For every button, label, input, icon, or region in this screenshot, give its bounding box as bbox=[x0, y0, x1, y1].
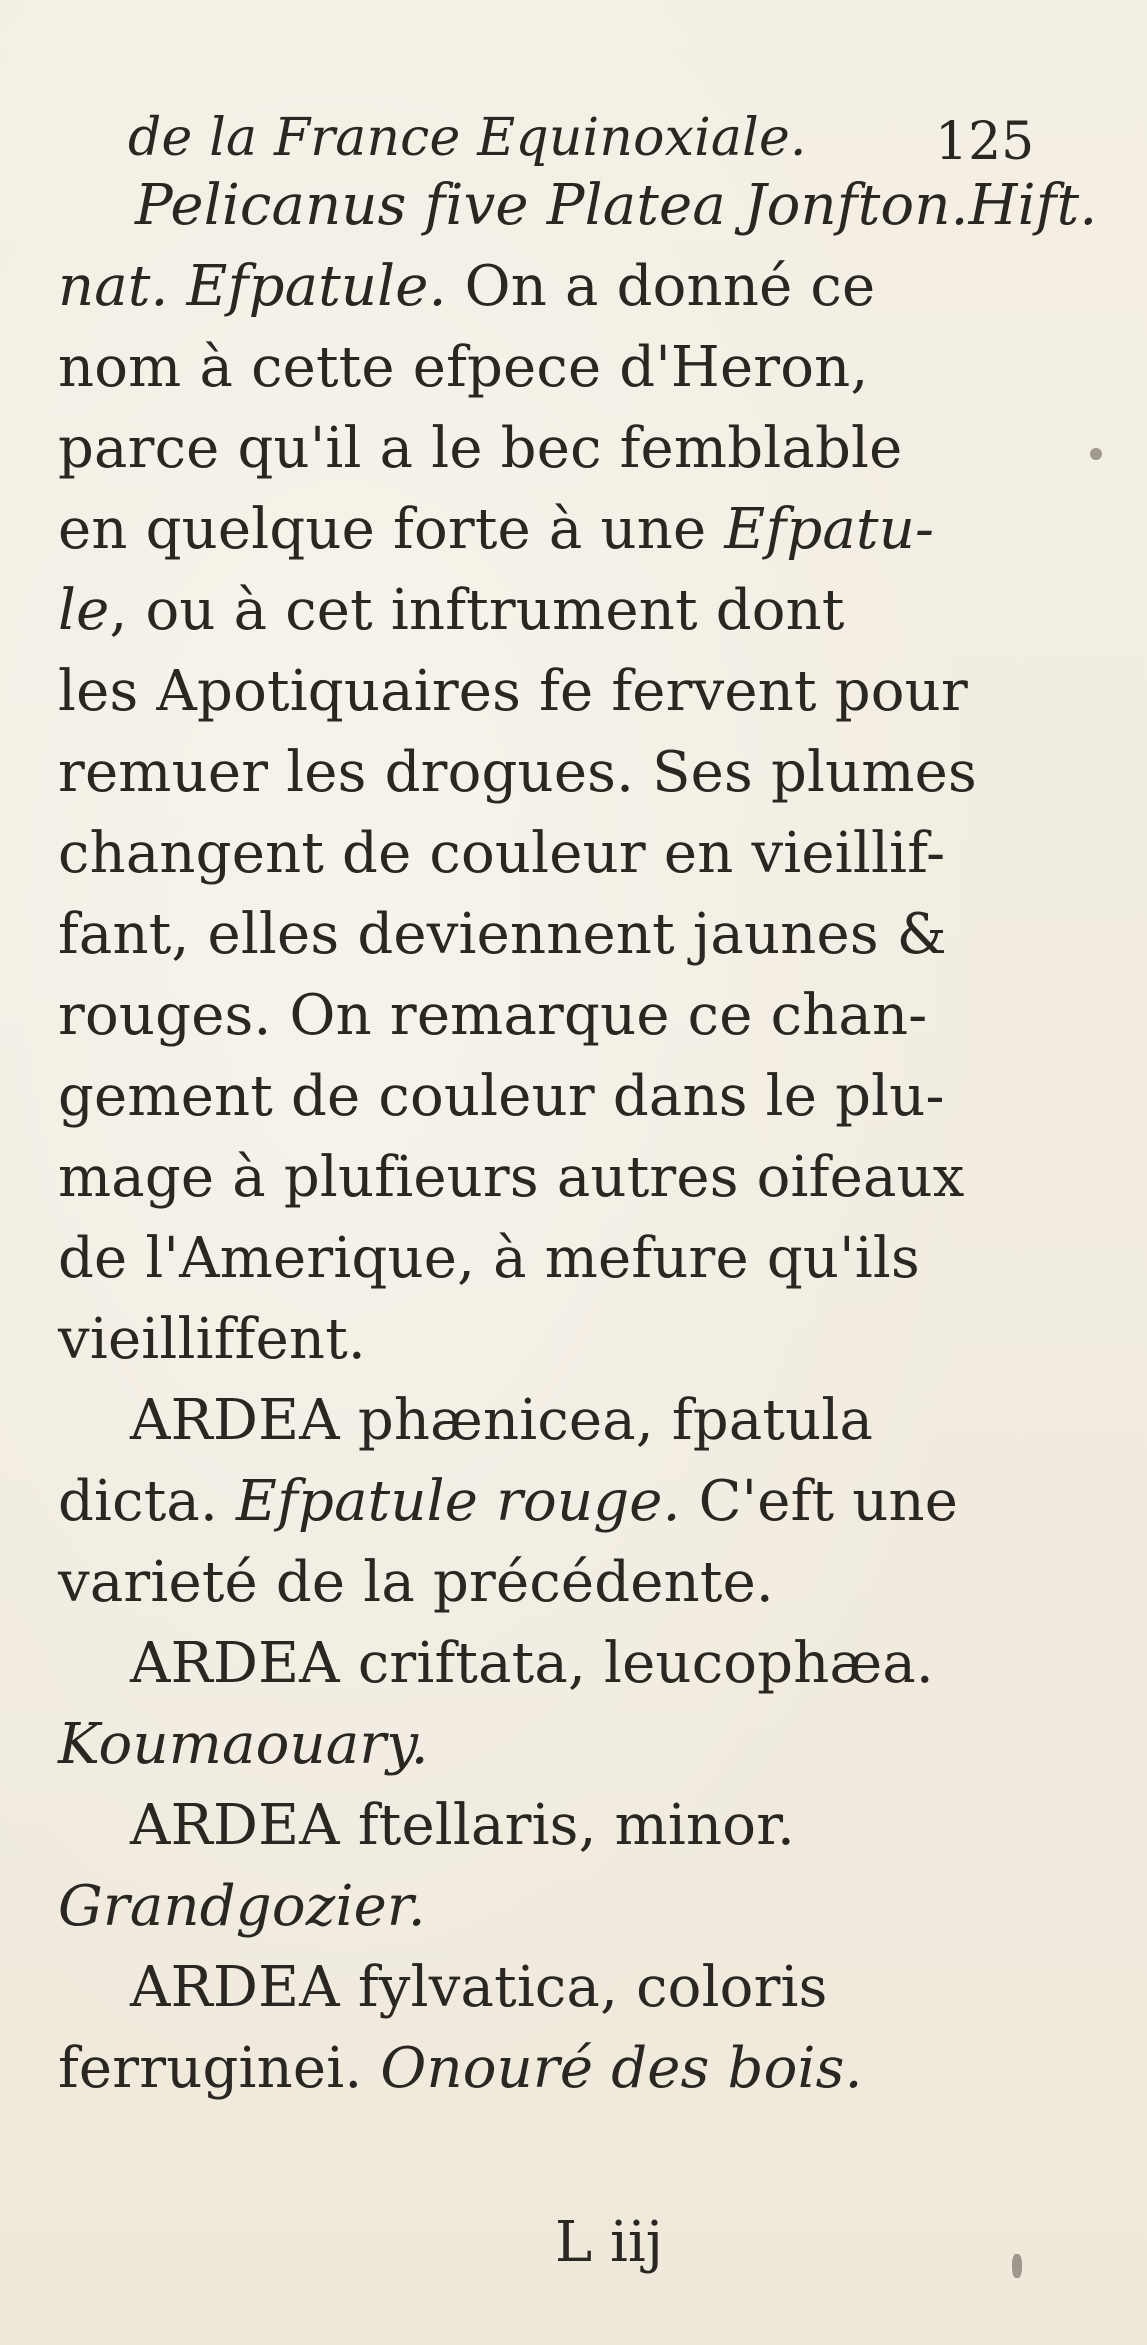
text-segment: de l'Amerique, à mefure qu'ils bbox=[58, 1226, 920, 1291]
text-line bbox=[58, 416, 903, 481]
italic-text-segment: Onouré des bois. bbox=[380, 2036, 863, 2101]
text-segment: remuer les drogues. Ses plumes bbox=[58, 740, 977, 805]
text-segment: On a donné ce bbox=[446, 254, 876, 319]
ink-speck bbox=[1012, 2254, 1022, 2278]
italic-text-segment: Koumaouary. bbox=[58, 1712, 429, 1777]
italic-text-segment: le bbox=[58, 578, 110, 643]
italic-text-segment: Grandgozier. bbox=[58, 1874, 426, 1939]
text-line bbox=[130, 1388, 874, 1453]
text-line bbox=[58, 1064, 945, 1129]
text-segment: , ou à cet inftrument dont bbox=[109, 578, 845, 643]
text-line bbox=[58, 1874, 426, 1939]
text-line bbox=[58, 1550, 774, 1615]
text-line bbox=[58, 578, 845, 643]
text-line bbox=[58, 335, 869, 400]
text-segment: en quelque forte à une bbox=[58, 497, 725, 562]
italic-text-segment: Efpatule rouge. bbox=[236, 1469, 681, 1534]
text-segment: varieté de la précédente. bbox=[58, 1550, 774, 1615]
text-line bbox=[58, 1469, 959, 1534]
text-segment: ARDEA phænicea, fpatula bbox=[130, 1388, 874, 1453]
text-line bbox=[58, 983, 928, 1048]
text-line bbox=[130, 1793, 796, 1858]
text-line bbox=[130, 1631, 934, 1696]
italic-text-segment: Efpatu- bbox=[724, 497, 935, 562]
italic-text-segment: nat. Efpatule. bbox=[58, 254, 447, 319]
text-line bbox=[58, 659, 968, 724]
text-line bbox=[58, 2036, 863, 2101]
page-number: 125 bbox=[935, 112, 1035, 172]
text-line bbox=[58, 1712, 429, 1777]
text-segment: gement de couleur dans le plu- bbox=[58, 1064, 945, 1129]
text-line bbox=[58, 254, 876, 319]
text-segment: C'eft une bbox=[680, 1469, 959, 1534]
text-segment: parce qu'il a le bec femblable bbox=[58, 416, 903, 481]
text-line bbox=[58, 1226, 920, 1291]
text-line bbox=[130, 1955, 828, 2020]
text-segment: ARDEA ftellaris, minor. bbox=[130, 1793, 796, 1858]
text-segment: mage à plufieurs autres oifeaux bbox=[58, 1145, 965, 1210]
text-line bbox=[58, 1145, 965, 1210]
italic-text-segment: Pelicanus five Platea Jonfton.Hift. bbox=[135, 173, 1098, 238]
text-segment: fant, elles deviennent jaunes & bbox=[58, 902, 947, 967]
running-head: de la France Equinoxiale. bbox=[128, 108, 807, 168]
ink-speck bbox=[1090, 448, 1102, 460]
text-segment: ARDEA fylvatica, coloris bbox=[130, 1955, 828, 2020]
text-segment: dicta. bbox=[58, 1469, 237, 1534]
text-segment: vieilliffent. bbox=[58, 1307, 366, 1372]
text-segment: rouges. On remarque ce chan- bbox=[58, 983, 928, 1048]
text-segment: ferruginei. bbox=[58, 2036, 381, 2101]
text-segment: ARDEA criftata, leucophæa. bbox=[130, 1631, 934, 1696]
text-segment: nom à cette efpece d'Heron, bbox=[58, 335, 869, 400]
text-line bbox=[58, 902, 947, 967]
text-segment: les Apotiquaires fe fervent pour bbox=[58, 659, 968, 724]
text-line bbox=[135, 173, 1098, 238]
text-segment: changent de couleur en vieillif- bbox=[58, 821, 946, 886]
signature-mark: L iij bbox=[555, 2210, 664, 2275]
text-line bbox=[58, 740, 977, 805]
text-line bbox=[58, 497, 935, 562]
text-line bbox=[58, 1307, 366, 1372]
text-line bbox=[58, 821, 946, 886]
